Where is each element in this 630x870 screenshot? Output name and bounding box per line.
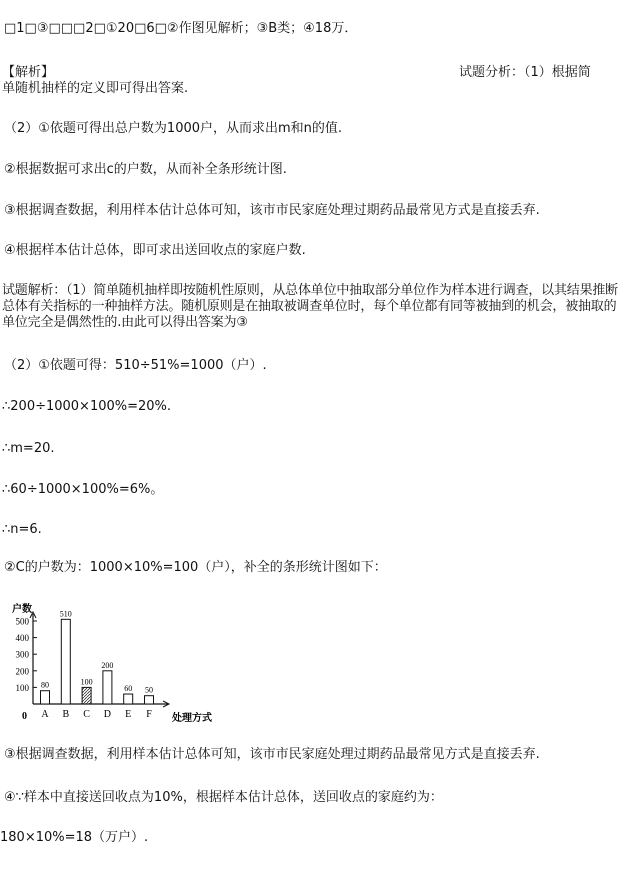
bar-value-label: 100 (80, 677, 93, 687)
bar-B (61, 619, 70, 704)
solution-step-4: ∴m=20. (2, 441, 55, 456)
analysis-step-4: ③根据调查数据，利用样本估计总体可知，该市市民家庭处理过期药品最常见方式是直接丢弃. (4, 203, 540, 218)
analysis-continued: 单随机抽样的定义即可得出答案. (2, 81, 189, 96)
solution-step-7: ②C的户数为：1000×10%=100（户），补全的条形统计图如下： (4, 560, 387, 575)
category-label: B (62, 709, 70, 720)
category-label: C (83, 709, 90, 720)
bar-value-label: 80 (41, 680, 49, 690)
category-label: F (146, 709, 152, 720)
bar-value-label: 510 (59, 609, 72, 619)
bar-D (103, 671, 112, 704)
y-tick-label: 500 (15, 616, 29, 627)
analysis-step-2: （2）①依题可得出总户数为1000户，从而求出m和n的值. (4, 121, 343, 136)
bar-A (41, 691, 50, 704)
section-title: 【解析】 (2, 65, 55, 80)
bar-F (145, 696, 154, 704)
solution-step-3: ∴200÷1000×100%=20%. (2, 399, 172, 414)
bar-E (124, 694, 133, 704)
y-ticks (16, 617, 38, 693)
origin-label: 0 (22, 711, 27, 722)
solution-paragraph: 试题解析：（1）简单随机抽样即按随机性原则，从总体单位中抽取部分单位作为样本进行调查，以其结果推断总体有关指标的一种抽样方法。随机原则是在抽取被调查单位时，每个单位都有同等被抽到的机会，被抽取的单位完全是偶然性的.由此可以得出答案为③ (2, 283, 618, 330)
category-label: D (103, 709, 112, 720)
bar-C (82, 687, 91, 704)
bar-value-label: 50 (145, 685, 153, 695)
solution-step-9: ④∵样本中直接送回收点为10%，根据样本估计总体，送回收点的家庭约为： (4, 790, 443, 805)
category-label: E (125, 709, 132, 720)
analysis-step-5: ④根据样本估计总体，即可求出送回收点的家庭户数. (4, 243, 306, 258)
category-label: A (41, 709, 49, 720)
analysis-lead: 试题分析：（1）根据简 (459, 65, 591, 80)
solution-step-2: （2）①依题可得：510÷51%=1000（户）. (4, 358, 267, 373)
y-axis-label: 户数 (12, 604, 32, 615)
answer-line: □1□③□□□2□①20□6□②作图见解析；③B类；④18万． (4, 21, 358, 36)
y-tick-label: 100 (15, 682, 29, 693)
solution-step-5: ∴60÷1000×100%=6%。 (2, 482, 164, 497)
y-tick-label: 300 (15, 649, 29, 660)
y-tick-label: 400 (15, 633, 29, 644)
bar-value-label: 200 (101, 660, 114, 670)
solution-step-6: ∴n=6. (2, 522, 42, 537)
x-axis-label: 处理方式 (172, 713, 212, 724)
y-tick-label: 200 (15, 666, 29, 677)
bar-chart (0, 598, 230, 738)
solution-step-10: 180×10%=18（万户）. (0, 830, 149, 845)
analysis-step-3: ②根据数据可求出c的户数，从而补全条形统计图. (4, 162, 287, 177)
solution-step-8: ③根据调查数据，利用样本估计总体可知，该市市民家庭处理过期药品最常见方式是直接丢弃. (4, 747, 540, 762)
bar-value-label: 60 (124, 684, 133, 694)
